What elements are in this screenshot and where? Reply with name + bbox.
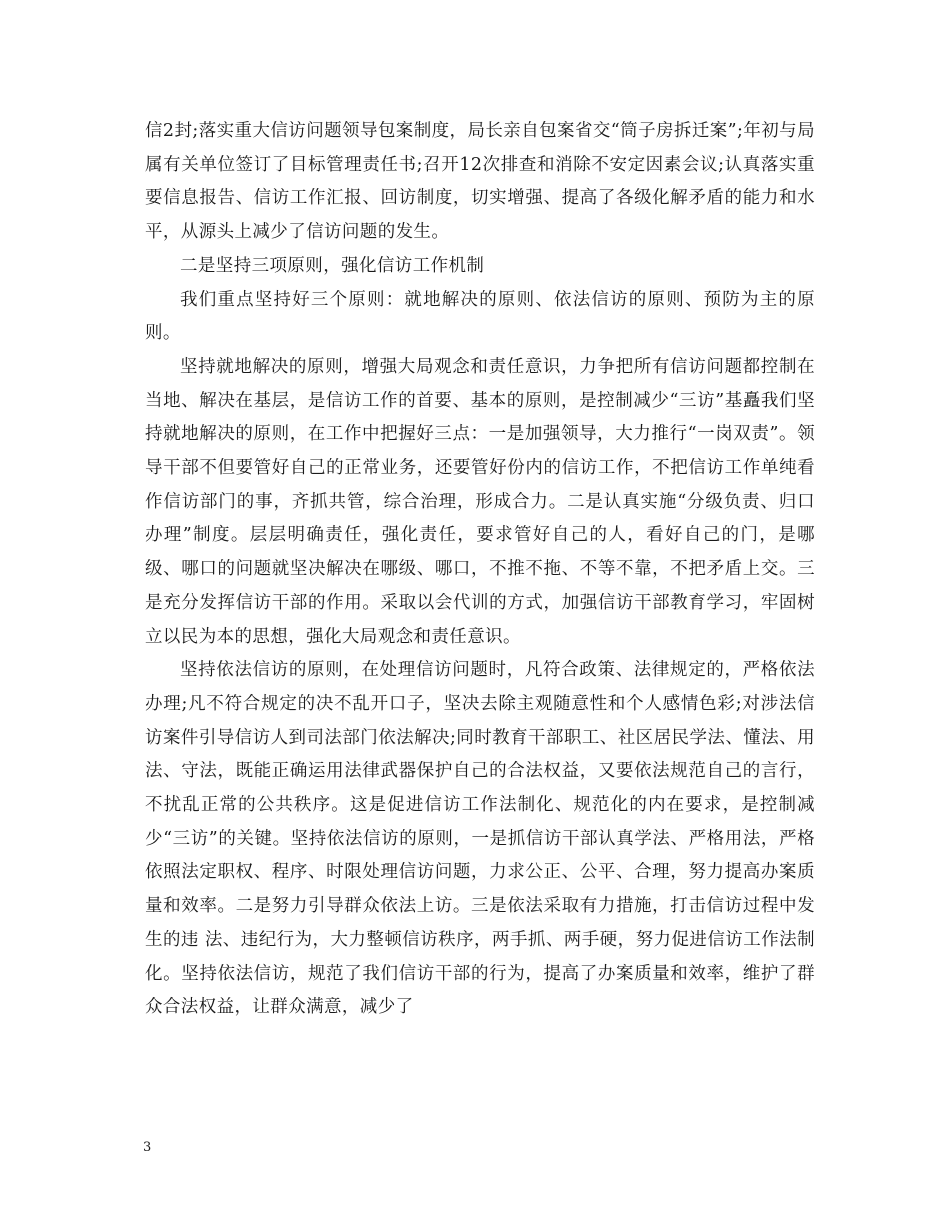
document-body (145, 115, 815, 1025)
page-number: 3 (143, 1140, 152, 1155)
paragraph-1: 信2封;落实重大信访问题领导包案制度，局长亲自包案省交“筒子房拆迁案”;年初与局属有关单位签订了目标管理责任书;召开12次排查和消除不安定因素会议;认真落实重要信息报告、信访工作汇报、回访制度，切实增强、提高了各级化解矛盾的能力和水平，从源头上减少了信访问题的发生。 (145, 121, 815, 243)
paragraph-5: 坚持依法信访的原则，在处理信访问题时，凡符合政策、法律规定的，严格依法办理;凡不符合规定的决不乱开口子，坚决去除主观随意性和个人感情色彩;对涉法信访案件引导信访人到司法部门依法解决;同时教育干部职工、社区居民学法、懂法、用法、守法，既能正确运用法律武器保护自己的合法权益，又要依法规范自己的言行，不扰乱正常的公共秩序。这是促进信访工作法制化、规范化的内在要求，是控制减少“三访”的关键。坚持依法信访的原则，一是抓信访干部认真学法、严格用法，严格依照法定职权、程序、时限处理信访问题，力求公正、公平、合理，努力提高办案质量和效率。二是努力引导群众依法上访。三是依法采取有力措施，打击信访过程中发生的违 法、违纪行为，大力整顿信访秩序，两手抓、两手硬，努力促进信访工作法制化。坚持依法信访，规范了我们信访干部的行为，提高了办案质量和效率，维护了群众合法权益，让群众满意，减少了 (145, 660, 815, 1018)
paragraph-3: 我们重点坚持好三个原则：就地解决的原则、依法信访的原则、预防为主的原则。 (145, 289, 815, 344)
paragraph-4: 坚持就地解决的原则，增强大局观念和责任意识，力争把所有信访问题都控制在当地、解决在基层，是信访工作的首要、基本的原则，是控制减少“三访”基矗我们坚持就地解决的原则，在工作中把握好三点：一是加强领导，大力推行“一岗双责”。领导干部不但要管好自己的正常业务，还要管好份内的信访工作，不把信访工作单纯看作信访部门的事，齐抓共管，综合治理，形成合力。二是认真实施“分级负责、归口办理”制度。层层明确责任，强化责任，要求管好自己的人，看好自己的门，是哪级、哪口的问题就坚决解决在哪级、哪口，不推不拖、不等不靠，不把矛盾上交。三是充分发挥信访干部的作用。采取以会代训的方式，加强信访干部教育学习，牢固树立以民为本的思想，强化大局观念和责任意识。 (145, 356, 815, 647)
paragraph-heading: 二是坚持三项原则，强化信访工作机制 (180, 255, 485, 276)
